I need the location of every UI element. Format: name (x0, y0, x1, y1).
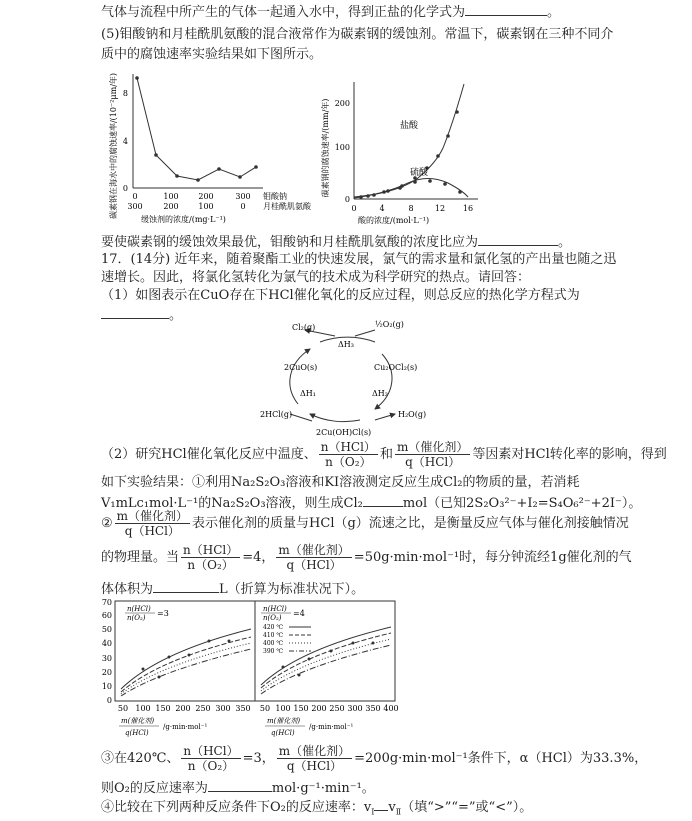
data-point (135, 76, 139, 80)
answer-blank (101, 306, 169, 319)
h2o-label: H₂O(g) (398, 410, 427, 419)
data-point (158, 676, 161, 679)
data-point (436, 154, 440, 158)
legend-label: 410 ℃ (263, 632, 284, 639)
text-line: ③在420℃、 $\frac{\text{n（HCl）}}{\text{n（O₂）}}$ =3， $\frac{\text{m（催化剂）}}{\text{q（HCl）}}$ =200g·min·mol⁻¹条件下，α（HCl）为33.3%， (101, 744, 648, 773)
answer-blank (363, 494, 403, 507)
y-tick: 0 (344, 195, 350, 204)
x-tick: 150 (155, 704, 171, 713)
curve-420 (121, 629, 251, 689)
fraction: $\frac{\text{m（催化剂）}}{\text{q（HCl）}}$ (396, 440, 469, 469)
x-tick: 300 (347, 704, 363, 713)
answer-blank (478, 233, 558, 246)
y-tick: 0 (106, 696, 112, 705)
data-point (372, 642, 375, 645)
cuohcl-label: 2Cu(OH)Cl(s) (316, 428, 372, 437)
data-point (168, 656, 171, 659)
x-tick: 350 (235, 704, 251, 713)
x-tick: 50 (259, 704, 271, 713)
text-line: 。 (101, 306, 182, 324)
text-line: 体体积为 L（折算为标准状况下）。 (101, 582, 365, 597)
text-line: 则O₂的反应速率为 mol·g⁻¹·min⁻¹。 (101, 781, 375, 796)
ratio-numerator: n(HCl) (263, 605, 287, 613)
data-point (282, 666, 285, 669)
x-axis-label: 缓蚀剂的浓度/(mg·L⁻¹) (141, 215, 226, 224)
y-tick: 70 (101, 598, 112, 607)
o2-label: ½O₂(g) (375, 320, 404, 329)
cycle-arc (310, 414, 360, 422)
data-point (238, 175, 242, 179)
ratio-value: =3 (157, 609, 169, 618)
text-line: 的物理量。当 $\frac{\text{n（HCl）}}{\text{n（O₂）}}$ =4， $\frac{\text{m（催化剂）}}{\text{q（HCl）}}$ =50g·min·mol⁻¹时，每分钟流经1g催化剂的气 (101, 543, 632, 572)
text-line: 气体与流程中所产生的气体一起通入水中，得到正盐的化学式为 。 (101, 5, 561, 20)
product-arrow (375, 414, 395, 420)
data-point (175, 174, 179, 178)
legend-label: 钼酸钠 (263, 192, 287, 201)
x-tick: 50 (117, 704, 129, 713)
data-point (413, 180, 417, 184)
x-tick: 300 (127, 202, 143, 211)
series-label: 盐酸 (400, 121, 419, 131)
x-axis-label: 酸的浓度/(mol·L⁻¹) (358, 216, 430, 225)
x-axis-unit: /g·min·mol⁻¹ (309, 723, 354, 731)
fraction: $\frac{\text{m（催化剂）}}{\text{q（HCl）}}$ (278, 543, 350, 572)
reaction-cycle-diagram (250, 314, 430, 440)
x-tick: 4 (379, 204, 385, 213)
data-point (188, 654, 191, 657)
y-tick: 50 (101, 625, 112, 634)
conversion-rate-charts (99, 597, 409, 742)
data-point (330, 650, 333, 653)
data-point (228, 640, 231, 643)
x-tick: 200 (198, 192, 214, 201)
y-tick: 20 (101, 668, 112, 677)
data-point (443, 182, 447, 186)
x-tick: 12 (434, 204, 446, 213)
text-line: V₁mLc₁mol·L⁻¹的Na₂S₂O₃溶液，则生成Cl₂ mol（已知2S₂O₃²⁻+I₂=S₄O₆²⁻+2I⁻）。 (101, 496, 642, 511)
fraction: $\frac{\text{n（HCl）}}{\text{n（O₂）}}$ (183, 543, 239, 572)
x-axis-unit: /g·min·mol⁻¹ (163, 723, 208, 731)
data-point (446, 134, 450, 138)
data-point (428, 179, 432, 183)
x-tick: 100 (135, 704, 151, 713)
answer-blank (465, 3, 547, 16)
y-tick: 10 (101, 682, 112, 691)
y-axis-label: 碳素钢的腐蚀速率/(mm/年) (321, 98, 330, 198)
data-point (366, 194, 370, 198)
legend-label: 420 ℃ (263, 624, 284, 631)
answer-blank (208, 779, 272, 792)
hcl-label: 2HCl(g) (260, 410, 293, 419)
y-tick: 30 (101, 654, 112, 663)
corrosion-curve (137, 78, 256, 180)
x-tick: 0 (351, 204, 357, 213)
x-tick: 300 (235, 192, 251, 201)
fraction: $\frac{\text{n（HCl）}}{\text{n（O₂）}}$ (320, 440, 376, 469)
y-tick: 4 (122, 137, 128, 146)
curve-410 (121, 637, 251, 692)
y-axis-label: 碳素钢在海水中的腐蚀速率/(10⁻²μm/年) (109, 72, 118, 220)
ratio-denominator: n(O₂) (263, 614, 282, 622)
x-tick: 300 (215, 704, 231, 713)
text-line: 质中的腐蚀速率实验结果如下图所示。 (101, 47, 323, 62)
x-tick: 0 (240, 202, 246, 211)
x-tick: 8 (408, 204, 414, 213)
text-line: 速增长。因此，将氯化氢转化为氯气的技术成为科学研究的热点。请回答： (101, 270, 531, 285)
x-tick: 100 (275, 704, 291, 713)
x-axis-label-denominator: q(HCl) (125, 729, 149, 737)
data-point (217, 167, 221, 171)
answer-blank (374, 798, 388, 811)
x-tick: 100 (163, 192, 179, 201)
y-tick: 8 (122, 89, 128, 98)
corrosion-rate-chart-left (103, 66, 323, 226)
x-tick: 200 (175, 704, 191, 713)
curve-400 (121, 643, 251, 694)
answer-blank (153, 580, 219, 593)
y-tick: 200 (334, 99, 350, 108)
fraction: $\frac{\text{m（催化剂）}}{\text{q（HCl）}}$ (116, 509, 189, 538)
data-point (308, 658, 311, 661)
series-label: 硫酸 (410, 168, 429, 178)
y-tick: 0 (122, 184, 128, 193)
data-point (352, 642, 355, 645)
reactant-line (290, 414, 312, 421)
legend-label: 390 ℃ (263, 648, 284, 655)
cuo-label: 2CuO(s) (284, 363, 318, 372)
x-tick: 250 (329, 704, 345, 713)
data-point (254, 165, 258, 169)
x-tick: 0 (132, 192, 138, 201)
legend-label: 月桂酰肌氨酸 (263, 202, 311, 211)
data-point (458, 190, 462, 194)
ratio-value: =4 (293, 609, 305, 618)
y-tick: 100 (334, 143, 350, 152)
x-tick: 400 (383, 704, 399, 713)
dh3-label: ΔH₃ (338, 340, 354, 349)
hydrochloric-acid-curve (354, 84, 464, 197)
x-tick: 100 (198, 202, 214, 211)
data-point (154, 153, 158, 157)
x-axis-label-numerator: m(催化剂) (267, 717, 301, 725)
cu2ocl2-label: Cu₂OCl₂(s) (374, 363, 418, 372)
text-line: ② $\frac{\text{m（催化剂）}}{\text{q（HCl）}}$ 表示催化剂的质量与HCl（g）流速之比，是衡量反应气体与催化剂接触情况 (101, 509, 629, 538)
x-axis-label-denominator: q(HCl) (271, 729, 295, 737)
data-point (208, 640, 211, 643)
data-point (398, 186, 402, 190)
x-tick: 16 (462, 204, 474, 213)
text-line: 17．(14分) 近年来，随着聚酯工业的快速发展，氯气的需求量和氯化氢的产出量也随之迅 (101, 252, 617, 267)
x-tick: 150 (293, 704, 309, 713)
text-line: （2）研究HCl催化氧化反应中温度、 $\frac{\text{n（HCl）}}{\text{n（O₂）}}$ 和 $\frac{\text{m（催化剂）}}{\text{q（HCl）}}$ 等因素对HCl转化率的影响，得到 (101, 440, 667, 469)
dh2-label: ΔH₂ (372, 389, 388, 398)
reactant-line (355, 330, 375, 336)
y-tick: 40 (101, 639, 112, 648)
text-line: ④比较在下列两种反应条件下O₂的反应速率：$v_Ⅰ$ $v_Ⅱ$（填“>”“=”或“<”）。 (101, 800, 533, 817)
fraction: $\frac{\text{n（HCl）}}{\text{n（O₂）}}$ (183, 744, 239, 773)
sulfuric-acid-curve (354, 179, 468, 199)
fraction: $\frac{\text{m（催化剂）}}{\text{q（HCl）}}$ (278, 744, 351, 773)
corrosion-rate-chart-right (318, 78, 488, 228)
x-tick: 250 (195, 704, 211, 713)
data-point (142, 668, 145, 671)
x-tick: 200 (163, 202, 179, 211)
data-point (455, 110, 459, 114)
cl2-label: Cl₂(g) (292, 323, 316, 332)
data-point (382, 190, 386, 194)
data-point (298, 674, 301, 677)
ratio-denominator: n(O₂) (127, 614, 146, 622)
text-line: （1）如图表示在CuO存在下HCl催化氧化的反应过程，则总反应的热化学方程式为 (101, 288, 580, 303)
data-point (196, 178, 200, 182)
x-tick: 200 (311, 704, 327, 713)
dh1-label: ΔH₁ (300, 389, 316, 398)
y-tick: 60 (101, 611, 112, 620)
x-tick: 350 (365, 704, 381, 713)
text-line: 如下实验结果：①利用Na₂S₂O₃溶液和KI溶液测定反应生成Cl₂的物质的量，若消耗 (101, 475, 580, 490)
legend-label: 400 ℃ (263, 640, 284, 647)
text-line: 要使碳素钢的缓蚀效果最优，钼酸钠和月桂酰肌氨酸的浓度比应为 。 (101, 235, 572, 250)
text-line: (5)钼酸钠和月桂酰肌氨酸的混合液常作为碳素钢的缓蚀剂。常温下，碳素钢在三种不同介 (101, 27, 614, 42)
ratio-numerator: n(HCl) (127, 605, 151, 613)
x-axis-label-numerator: m(催化剂) (121, 717, 155, 725)
